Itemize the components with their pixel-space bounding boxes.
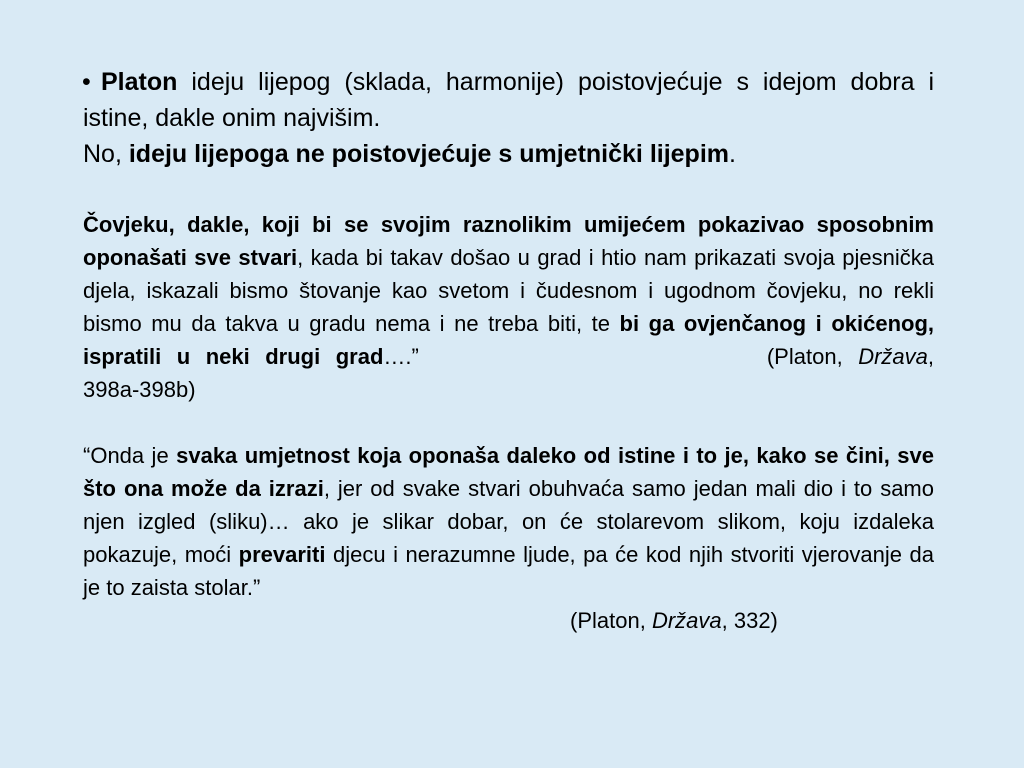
paragraph-platon — [83, 64, 934, 136]
platon-text: ideju lijepog (sklada, harmonije) poistovjećuje s idejom dobra i istine, dakle onim najvišim. — [83, 68, 934, 132]
slide-content — [83, 64, 934, 637]
citation-1-title: Država — [858, 344, 928, 369]
citation-2: (Platon, Država, 332) — [570, 608, 778, 633]
platon-bold: Platon — [101, 68, 178, 96]
quote-onda — [83, 439, 934, 604]
paragraph-no — [83, 136, 934, 172]
quote1-bold-start: Čovjeku, dakle, koji bi se svojim raznolikim umijećem pokazivao sposobnim oponašati sve stvari — [83, 212, 934, 270]
quote1-middle: , kada bi takav došao u grad i htio nam prikazati svoja pjesnička djela, iskazali bismo štovanje kao svetom i čudesnom i ugodnom čovjeku, no rekli bismo mu da takva u gradu nema i ne treba biti, te — [83, 245, 934, 336]
quote2-middle: , jer od svake stvari obuhvaća samo jedan mali dio i to samo njen izgled (sliku)… ako je slikar dobar, on će stolarevom slikom, koju izdaleka pokazuje, moći — [83, 476, 934, 567]
quote2-bold1: svaka umjetnost koja oponaša daleko od istine i to je, kako se čini, sve što ona može da izrazi — [83, 443, 934, 501]
bullet-paragraph — [83, 64, 934, 136]
no-suffix: . — [729, 140, 736, 168]
bullet-icon: • — [82, 68, 91, 96]
no-prefix: No, — [83, 140, 129, 168]
citation-1: (Platon, Država, 398a-398b) — [83, 344, 934, 402]
quote-covjeku — [83, 208, 934, 406]
quote2-start: “Onda je — [83, 443, 177, 468]
no-bold: ideju lijepoga ne poistovjećuje s umjetnički lijepim — [128, 140, 730, 168]
citation-2-title: Država — [651, 608, 722, 633]
quote2-end: djecu i nerazumne ljude, pa će kod njih stvoriti vjerovanje da je to zaista stolar.” — [83, 542, 934, 600]
quote2-bold2: prevariti — [238, 542, 326, 567]
quote1-end: ….” — [383, 344, 419, 369]
quote1-bold-end: bi ga ovjenčanog i okićenog, ispratili u neki drugi grad — [83, 311, 934, 369]
